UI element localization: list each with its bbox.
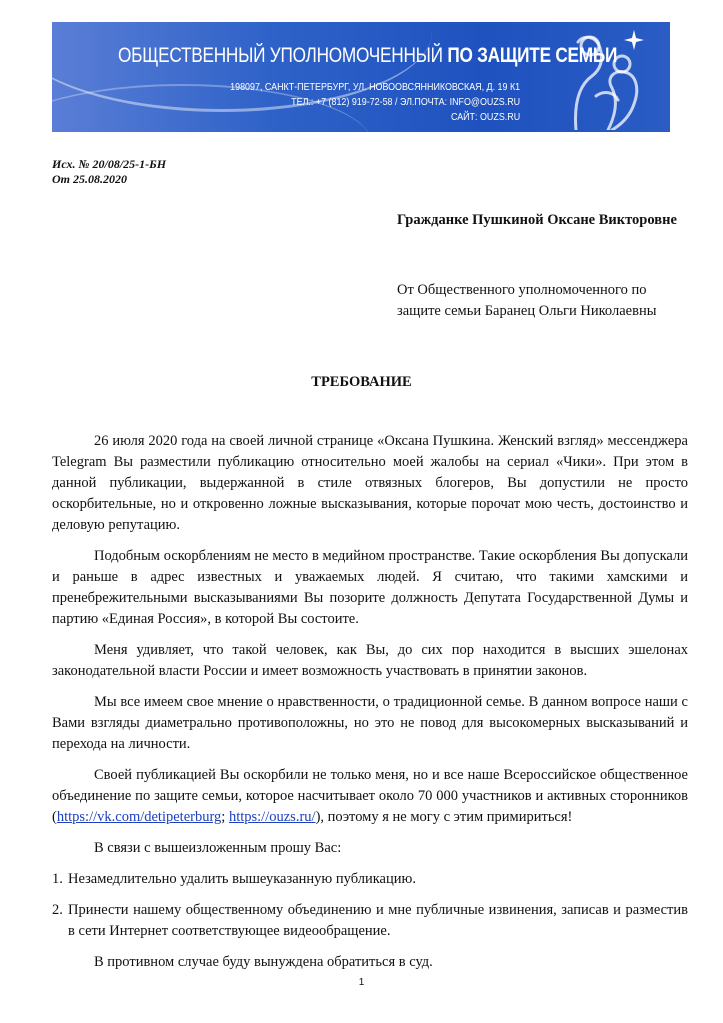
- contact-line: ТЕЛ.: +7 (812) 919-72-58 / ЭЛ.ПОЧТА: INFO@OUZS.RU: [291, 96, 520, 108]
- sender-block: [397, 280, 697, 322]
- paragraph-text: Своей публикацией Вы оскорбили не только меня, но и все наше Всероссийское общественное объединение по защите семьи, которое насчитывает около 70 000 участников и активных сторонников (: [52, 767, 688, 825]
- outgoing-number: Исх. № 20/08/25-1-БН: [52, 157, 167, 171]
- paragraph: Мы все имеем свое мнение о нравственности, о традиционной семье. В данном вопросе наши с Вами взгляды диаметрально противоположны, но это не повод для высокомерных высказываний и перехода на личности.: [52, 694, 688, 752]
- header-banner: [52, 22, 670, 132]
- site-link[interactable]: https://ouzs.ru/: [228, 809, 316, 825]
- site-line: САЙТ: OUZS.RU: [450, 111, 520, 123]
- sender-line-2: защите семьи Баранец Ольги Николаевны: [397, 303, 657, 319]
- paragraph: 26 июля 2020 года на своей личной странице «Оксана Пушкина. Женский взгляд» мессенджера Telegram Вы разместили публикацию относительно моей жалобы на сериал «Чики». При этом в данной публикации, выдержанной в стиле отвязных блогеров, Вы допустили не просто оскорбительные, но и откровенно ложные высказывания, которые порочат мою честь, достоинство и деловую репутацию.: [52, 433, 688, 533]
- organization-title: ОБЩЕСТВЕННЫЙ УПОЛНОМОЧЕННЫЙ ПО ЗАЩИТЕ СЕМЬИ: [118, 44, 618, 67]
- list-item: [52, 900, 688, 942]
- vk-link[interactable]: https://vk.com/detipeterburg: [56, 809, 222, 825]
- outgoing-date: От 25.08.2020: [52, 172, 127, 186]
- page-number: 1: [358, 977, 365, 988]
- paragraph: В связи с вышеизложенным прошу Вас:: [94, 840, 342, 856]
- paragraph-text: ), поэтому я не могу с этим примириться!: [315, 809, 573, 825]
- paragraph: [52, 765, 688, 828]
- family-logo-icon: [556, 26, 656, 130]
- sender-line-1: От Общественного уполномоченного по: [397, 282, 647, 298]
- address-line: 198097, САНКТ-ПЕТЕРБУРГ, УЛ. НОВООВСЯННИКОВСКАЯ, Д. 19 К1: [230, 81, 520, 93]
- list-number: 1.: [52, 871, 63, 887]
- list-item: [52, 869, 688, 890]
- paragraph: Подобным оскорблениям не место в медийном пространстве. Такие оскорбления Вы допускали и раньше в адрес известных и уважаемых людей. Я считаю, что такими хамскими и пренебрежительными высказываниями Вы позорите должность Депутата Государственной Думы и партию «Единая Россия», в которой Вы состоите.: [52, 548, 688, 627]
- addressee: Гражданке Пушкиной Оксане Викторовне: [397, 212, 677, 228]
- list-text: Незамедлительно удалить вышеуказанную публикацию.: [68, 871, 416, 887]
- document-title: ТРЕБОВАНИЕ: [311, 374, 412, 390]
- paragraph: Меня удивляет, что такой человек, как Вы, до сих пор находится в высших эшелонах законодательной власти России и имеет возможность участвовать в принятии законов.: [52, 642, 688, 679]
- organization-contacts: [230, 80, 520, 125]
- outgoing-reference: [52, 157, 166, 187]
- list-number: 2.: [52, 902, 63, 918]
- letter-body: [52, 431, 688, 983]
- paragraph: В противном случае буду вынуждена обратиться в суд.: [94, 954, 433, 970]
- list-text: Принести нашему общественному объединению и мне публичные извинения, записав и разместив в сети Интернет соответствующее видеообращение.: [68, 902, 688, 939]
- link-separator: ;: [221, 809, 229, 825]
